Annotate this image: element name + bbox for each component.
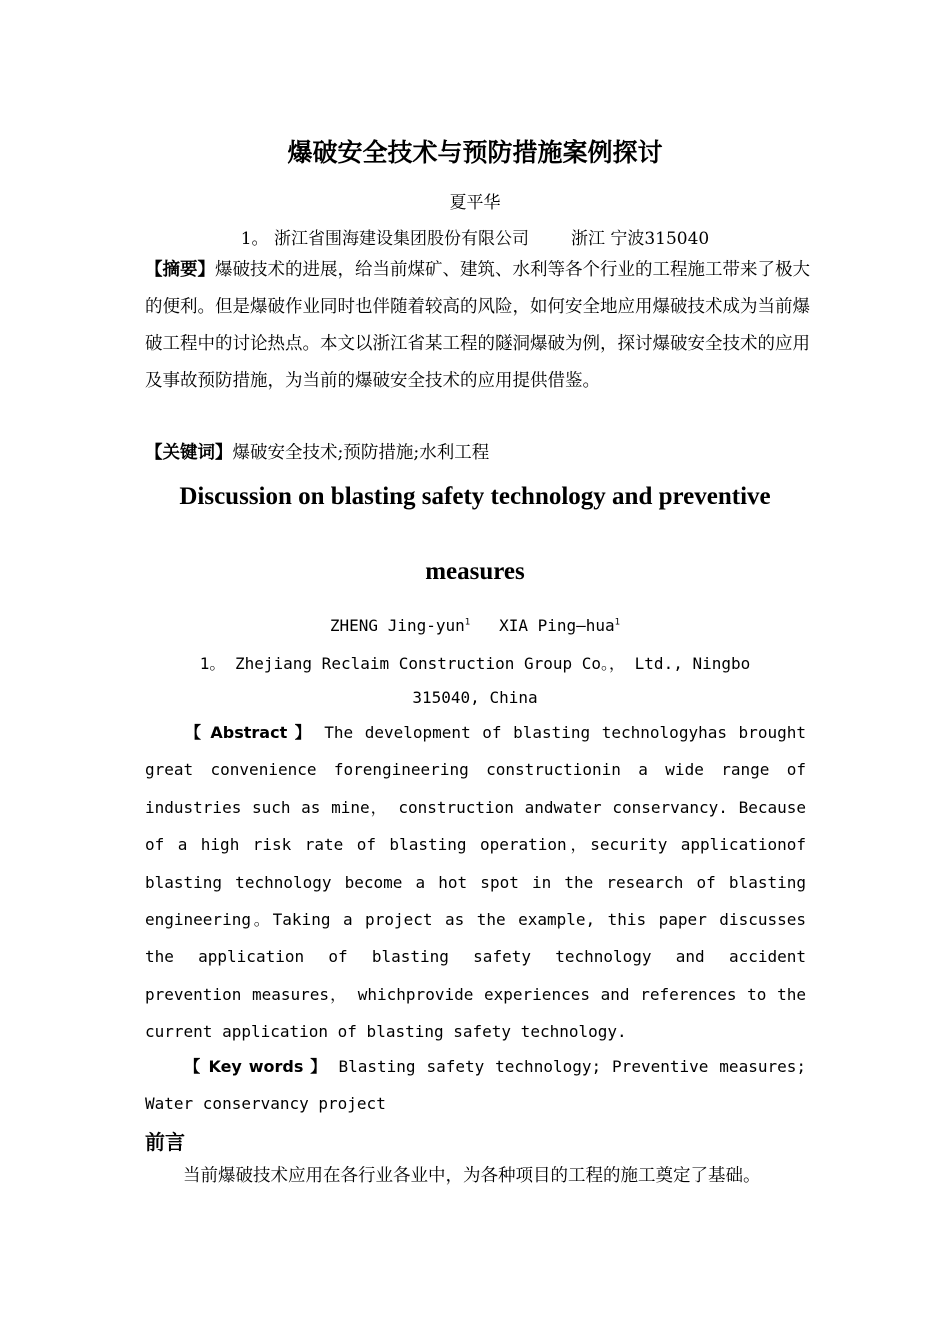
- affiliation-org: 浙江省围海建设集团股份有限公司: [273, 229, 529, 249]
- author-1-sup: 1: [464, 617, 471, 628]
- chinese-keywords-text: 爆破安全技术;预防措施;水利工程: [232, 443, 490, 463]
- chinese-abstract: [145, 252, 815, 400]
- english-keywords: [145, 1048, 806, 1123]
- english-title-line-1: Discussion on blasting safety technology and preventive: [179, 483, 771, 510]
- chinese-abstract-label: 【摘要】: [145, 260, 215, 280]
- english-authors: [0, 616, 950, 635]
- english-title-line-2: measures: [425, 558, 525, 585]
- chinese-author: 夏平华: [449, 193, 501, 213]
- affiliation-number: 1。: [240, 229, 269, 249]
- chinese-keywords: [145, 435, 815, 472]
- english-abstract-label: 【 Abstract 】: [183, 723, 313, 742]
- affiliation-location: 浙江 宁波315040: [570, 229, 710, 249]
- english-affiliation-line-2: 315040, China: [412, 688, 538, 707]
- paragraph-text: 当前爆破技术应用在各行业各业中，为各种项目的工程的施工奠定了基础。: [183, 1166, 761, 1186]
- chinese-abstract-text: 爆破技术的进展，给当前煤矿、建筑、水利等各个行业的工程施工带来了极大的便利。但是爆破作业同时也伴随着较高的风险，如何安全地应用爆破技术成为当前爆破工程中的讨论热点。本文以浙江省某工程的隧洞爆破为例，探讨爆破安全技术的应用及事故预防措施，为当前的爆破安全技术的应用提供借鉴。: [145, 260, 810, 391]
- author-1: ZHENG Jing-yun: [329, 616, 465, 635]
- english-keywords-text: Blasting safety technology; Preventive measures; Water conservancy project: [145, 1057, 806, 1114]
- section-first-paragraph: [145, 1158, 825, 1194]
- author-2-sup: 1: [614, 617, 621, 628]
- section-heading: 前言: [145, 1130, 185, 1154]
- english-abstract: [145, 714, 806, 1051]
- chinese-affiliation: [0, 224, 950, 249]
- chinese-title: 爆破安全技术与预防措施案例探讨: [287, 138, 663, 167]
- english-affiliation-line-1: 1。 Zhejiang Reclaim Construction Group Co。， Ltd., Ningbo: [199, 654, 751, 673]
- author-2: XIA Ping—hua: [499, 616, 615, 635]
- english-abstract-text: The development of blasting technologyhas brought great convenience forengineering constructionin a wide range of industries such as mine， construction andwater conservancy. Because of a high risk rate of blasting operation，security applicationof blasting technology become a hot spot in the research of blasting engineering。Taking a project as the example, this paper discusses the application of blasting safety technology and accident prevention measures， whichprovide experiences and references to the current application of blasting safety technology.: [145, 723, 807, 1042]
- chinese-keywords-label: 【关键词】: [145, 443, 233, 463]
- english-keywords-label: 【 Key words 】: [183, 1057, 328, 1076]
